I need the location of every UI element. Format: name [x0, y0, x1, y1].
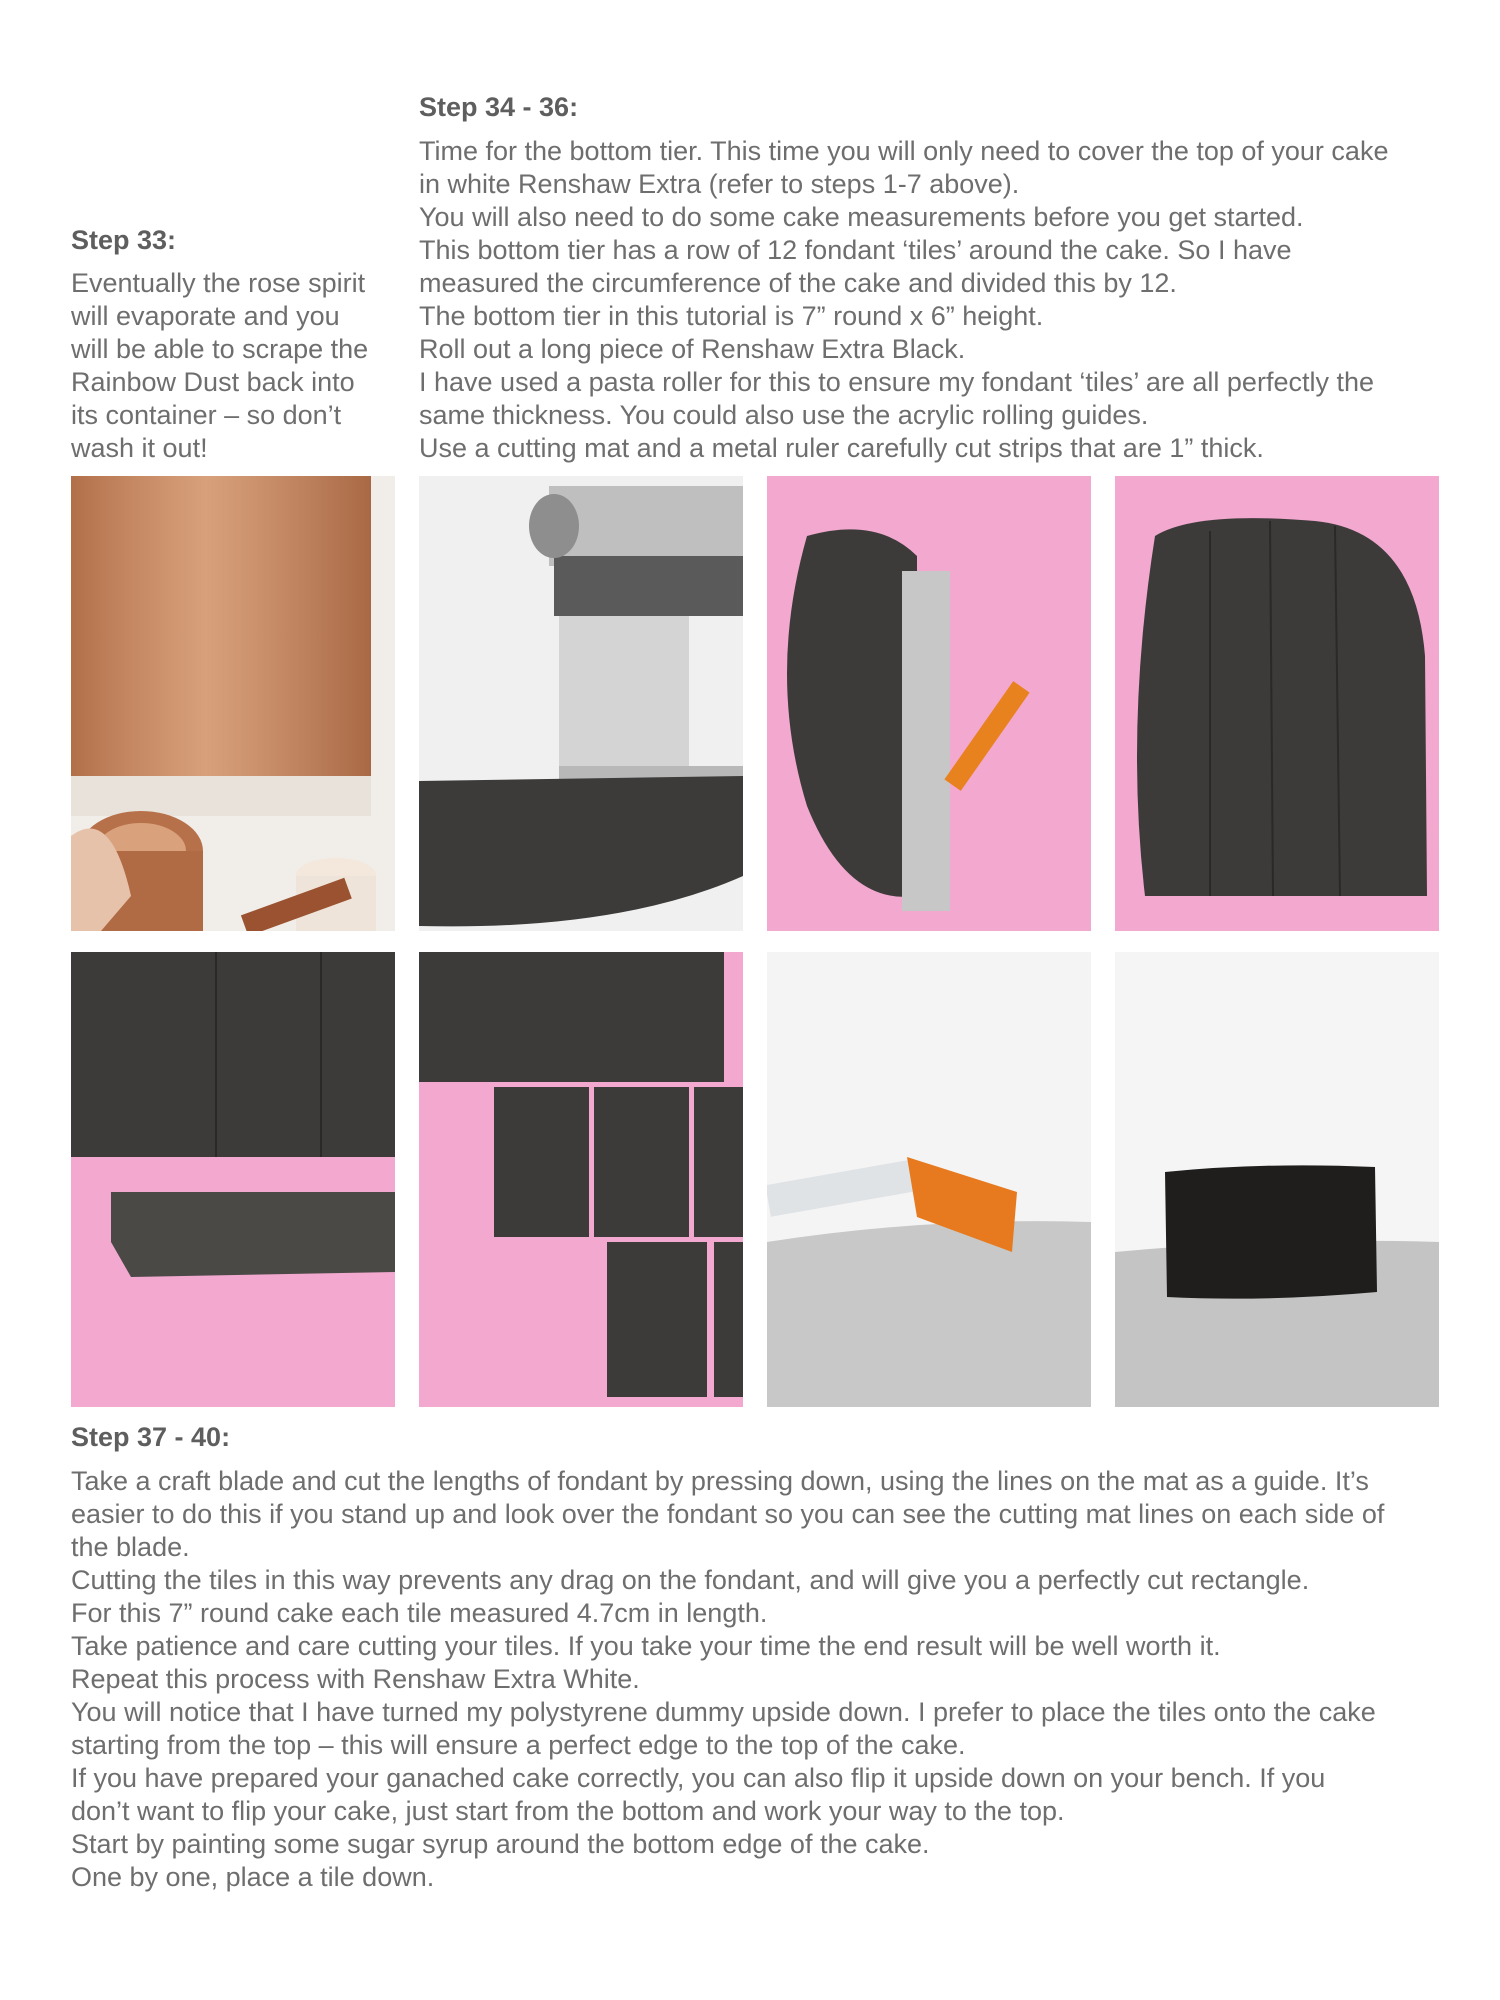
step-37-40-line: If you have prepared your ganached cake correctly, you can also flip it upside down on your bench. If you	[71, 1763, 1326, 1793]
step-37-40-heading: Step 37 - 40:	[71, 1422, 231, 1452]
step-34-36-line: Time for the bottom tier. This time you will only need to cover the top of your cake	[419, 136, 1389, 166]
step-37-40-line: easier to do this if you stand up and look over the fondant so you can see the cutting mat lines on each side of	[71, 1499, 1385, 1529]
step-33-line: its container – so don’t	[71, 400, 342, 430]
step-37-40-line: Take a craft blade and cut the lengths of fondant by pressing down, using the lines on the mat as a guide. It’s	[71, 1466, 1369, 1496]
step-34-36-line: This bottom tier has a row of 12 fondant ‘tiles’ around the cake. So I have	[419, 235, 1292, 265]
photo-fondant-strips-cut	[1115, 476, 1439, 931]
step-33-line: will evaporate and you	[71, 301, 340, 331]
photo-cutting-strips	[71, 952, 395, 1407]
step-33-text	[71, 267, 368, 465]
photo-first-tile-placed	[1115, 952, 1439, 1407]
step-37-40-line: Start by painting some sugar syrup around the bottom edge of the cake.	[71, 1829, 930, 1859]
step-34-36-heading: Step 34 - 36:	[419, 92, 579, 122]
photo-fondant-ruler-knife	[767, 476, 1091, 931]
step-37-40-line: For this 7” round cake each tile measured 4.7cm in length.	[71, 1598, 768, 1628]
photo-cut-tiles	[419, 952, 743, 1407]
step-37-40-line: the blade.	[71, 1532, 190, 1562]
step-33-line: Rainbow Dust back into	[71, 367, 355, 397]
step-37-40-line: starting from the top – this will ensure a perfect edge to the top of the cake.	[71, 1730, 966, 1760]
step-37-40-line: Cutting the tiles in this way prevents any drag on the fondant, and will give you a perfectly cut rectangle.	[71, 1565, 1310, 1595]
step-34-36-line: I have used a pasta roller for this to ensure my fondant ‘tiles’ are all perfectly the	[419, 367, 1374, 397]
photo-pasta-roller	[419, 476, 743, 931]
step-34-36-line: You will also need to do some cake measurements before you get started.	[419, 202, 1304, 232]
step-37-40-line: You will notice that I have turned my polystyrene dummy upside down. I prefer to place the tiles onto the cake	[71, 1697, 1376, 1727]
step-34-36-line: measured the circumference of the cake and divided this by 12.	[419, 268, 1177, 298]
step-33-line: Eventually the rose spirit	[71, 268, 366, 298]
step-34-36-line: Use a cutting mat and a metal ruler carefully cut strips that are 1” thick.	[419, 433, 1264, 463]
photo-copper-cake-rainbow-dust	[71, 476, 395, 931]
step-33-line: wash it out!	[71, 433, 208, 463]
step-34-36-line: Roll out a long piece of Renshaw Extra Black.	[419, 334, 966, 364]
step-33-heading: Step 33:	[71, 225, 177, 255]
photo-brush-sugar-syrup	[767, 952, 1091, 1407]
step-37-40-text	[71, 1465, 1384, 1894]
step-37-40-line: One by one, place a tile down.	[71, 1862, 435, 1892]
step-34-36-line: in white Renshaw Extra (refer to steps 1-7 above).	[419, 169, 1020, 199]
step-33-line: will be able to scrape the	[71, 334, 369, 364]
step-34-36-text	[419, 135, 1388, 465]
step-37-40-line: don’t want to flip your cake, just start from the bottom and work your way to the top.	[71, 1796, 1065, 1826]
step-34-36-line: The bottom tier in this tutorial is 7” round x 6” height.	[419, 301, 1044, 331]
step-34-36-line: same thickness. You could also use the acrylic rolling guides.	[419, 400, 1149, 430]
step-37-40-line: Repeat this process with Renshaw Extra White.	[71, 1664, 640, 1694]
step-37-40-line: Take patience and care cutting your tiles. If you take your time the end result will be well worth it.	[71, 1631, 1221, 1661]
